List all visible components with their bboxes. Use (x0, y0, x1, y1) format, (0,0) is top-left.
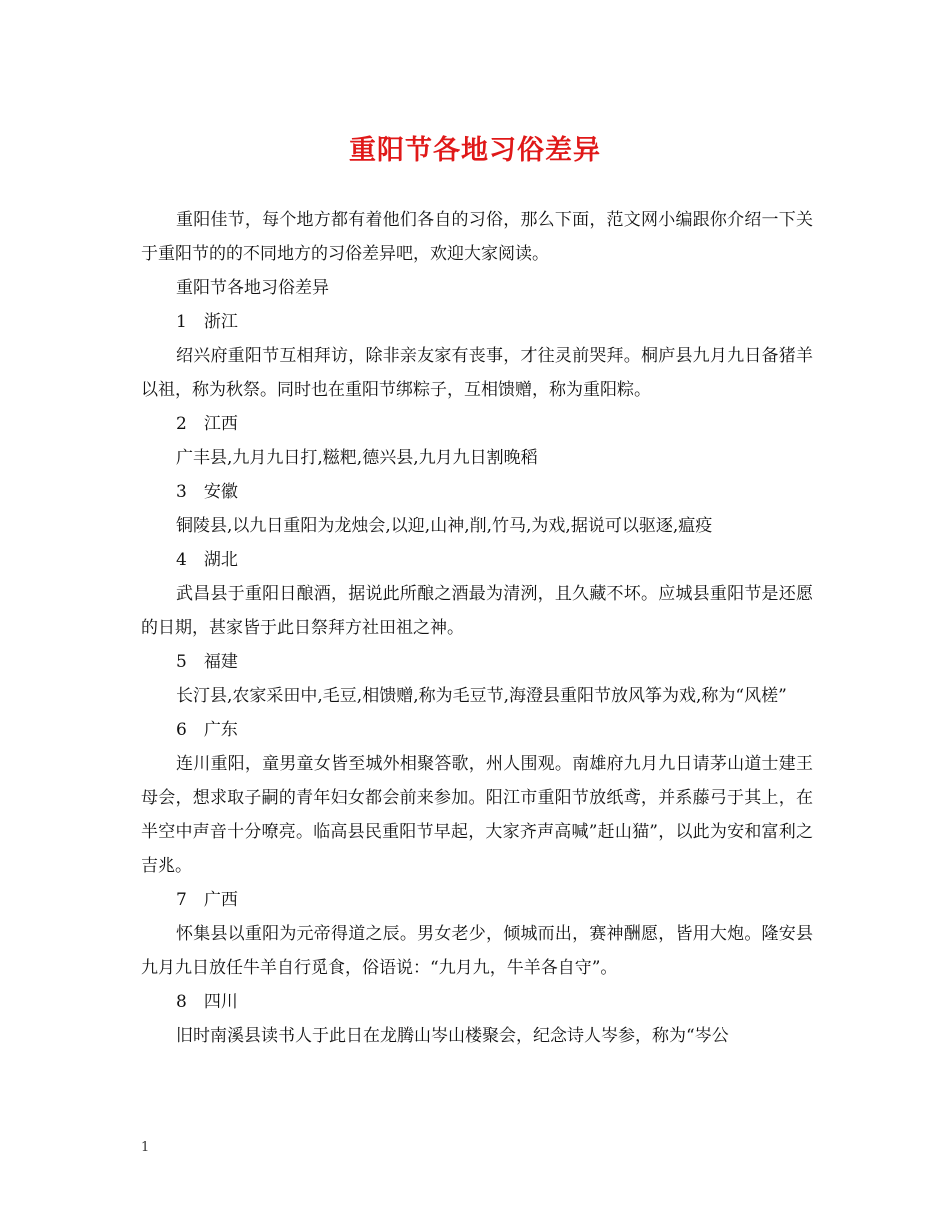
paragraph: 绍兴府重阳节互相拜访，除非亲友家有丧事，才往灵前哭拜。桐庐县九月九日备猪羊以祖，称为秋祭。同时也在重阳节绑粽子，互相馈赠，称为重阳粽。 (141, 346, 813, 400)
paragraph: 3 安徽 (176, 482, 238, 502)
paragraph: 广丰县,九月九日打,糍粑,德兴县,九月九日割晚稻 (176, 448, 538, 468)
paragraph: 8 四川 (176, 992, 238, 1012)
page-number: 1 (141, 1140, 150, 1155)
document-body (141, 203, 813, 1053)
paragraph: 5 福建 (176, 652, 238, 672)
paragraph: 重阳佳节，每个地方都有着他们各自的习俗，那么下面，范文网小编跟你介绍一下关于重阳节的的不同地方的习俗差异吧，欢迎大家阅读。 (141, 210, 813, 264)
paragraph: 武昌县于重阳日酿酒，据说此所酿之酒最为清洌，且久藏不坏。应城县重阳节是还愿的日期，甚家皆于此日祭拜方社田祖之神。 (141, 584, 813, 638)
paragraph: 6 广东 (176, 720, 238, 740)
paragraph: 4 湖北 (176, 550, 238, 570)
paragraph: 1 浙江 (176, 312, 238, 332)
paragraph: 旧时南溪县读书人于此日在龙腾山岑山楼聚会，纪念诗人岑参，称为“岑公 (176, 1026, 729, 1046)
paragraph: 铜陵县,以九日重阳为龙烛会,以迎,山神,削,竹马,为戏,据说可以驱逐,瘟疫 (176, 516, 713, 536)
paragraph: 怀集县以重阳为元帝得道之辰。男女老少，倾城而出，赛神酬愿，皆用大炮。隆安县九月九日放任牛羊自行觅食，俗语说：“九月九，牛羊各自守”。 (141, 924, 813, 978)
document-title: 重阳节各地习俗差异 (349, 135, 601, 166)
paragraph: 长汀县,农家采田中,毛豆,相馈赠,称为毛豆节,海澄县重阳节放风筝为戏,称为“风槎” (176, 686, 787, 706)
paragraph: 连川重阳，童男童女皆至城外相聚答歌，州人围观。南雄府九月九日请茅山道士建王母会，想求取子嗣的青年妇女都会前来参加。阳江市重阳节放纸鸢，并系藤弓于其上，在半空中声音十分嘹亮。临高县民重阳节早起，大家齐声高喊”赶山猫”，以此为安和富利之吉兆。 (141, 754, 813, 876)
paragraph: 重阳节各地习俗差异 (176, 278, 329, 298)
paragraph: 7 广西 (176, 890, 238, 910)
paragraph: 2 江西 (176, 414, 238, 434)
